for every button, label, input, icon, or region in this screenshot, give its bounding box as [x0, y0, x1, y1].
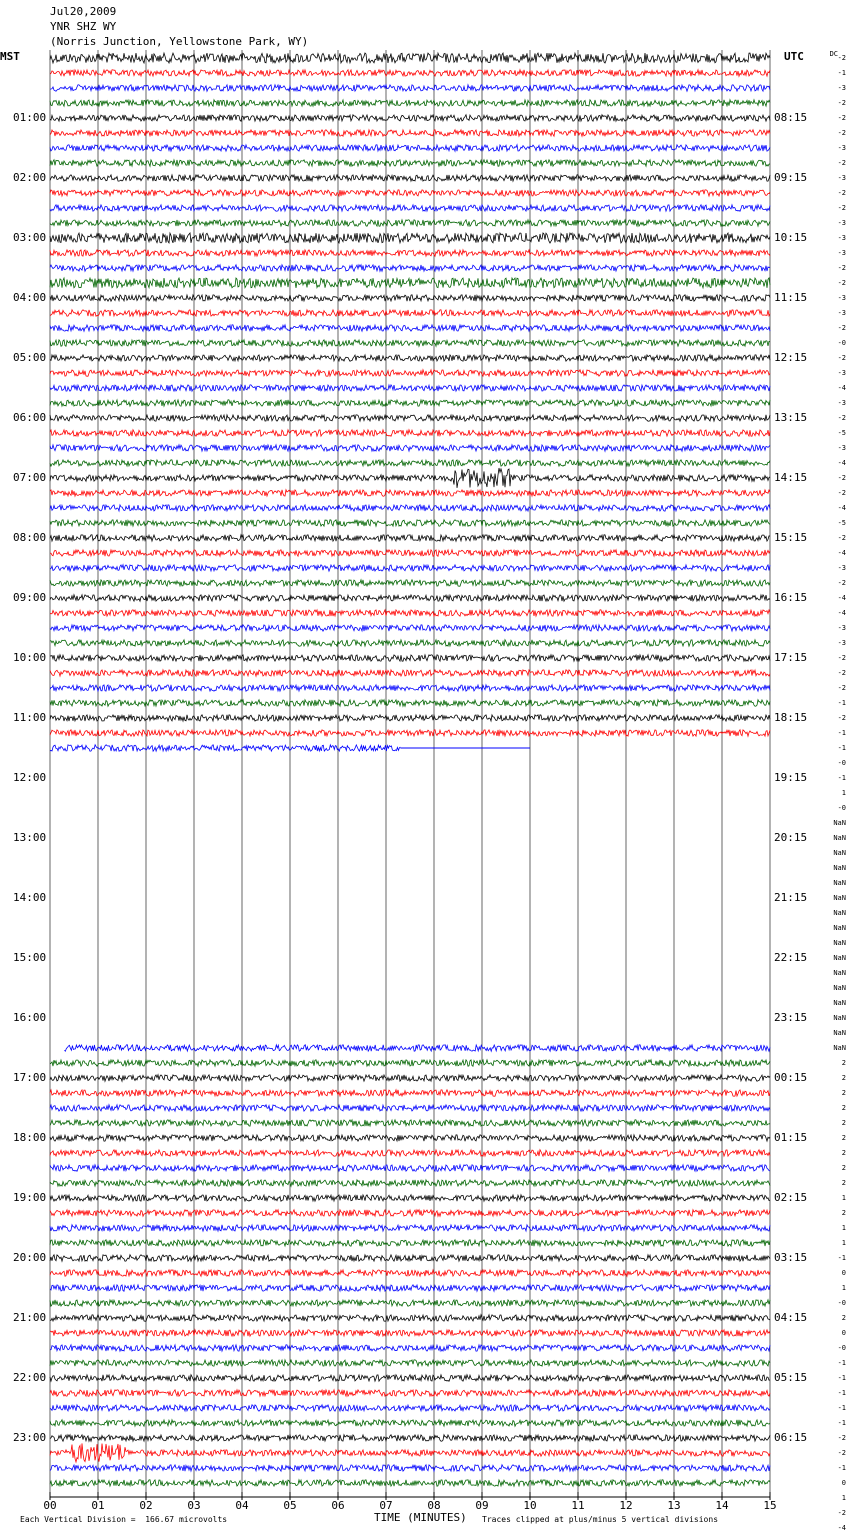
dc-offset-value: -2	[837, 129, 846, 137]
dc-offset-value: -3	[837, 144, 846, 152]
dc-offset-value: 2	[841, 1119, 846, 1127]
utc-hour-label: 12:15	[774, 351, 808, 364]
dc-offset-value: -0	[837, 1299, 846, 1307]
dc-offset-value: -2	[837, 1449, 846, 1457]
dc-column-label: DC	[829, 50, 838, 58]
x-axis-label: TIME (MINUTES)	[374, 1511, 467, 1524]
dc-offset-value: -3	[837, 624, 846, 632]
seismic-trace	[50, 1285, 770, 1291]
x-tick-label: 02	[139, 1499, 153, 1512]
x-tick-label: 12	[619, 1499, 633, 1512]
left-timezone-label: MST	[0, 50, 20, 63]
dc-offset-value: -1	[837, 1254, 846, 1262]
dc-offset-value: -5	[837, 429, 846, 437]
dc-offset-value: -1	[837, 1374, 846, 1382]
seismic-trace	[50, 1225, 770, 1231]
mst-hour-label: 05:00	[13, 351, 47, 364]
mst-hour-label: 15:00	[13, 951, 47, 964]
dc-offset-value: -2	[837, 189, 846, 197]
dc-offset-value: -4	[837, 504, 846, 512]
dc-offset-value: -0	[837, 339, 846, 347]
mst-hour-label: 02:00	[13, 171, 47, 184]
mst-hour-label: 13:00	[13, 831, 47, 844]
dc-offset-value: NaN	[833, 939, 846, 947]
dc-offset-value: -2	[837, 414, 846, 422]
seismic-trace	[50, 1255, 770, 1261]
seismic-trace	[50, 565, 770, 571]
seismic-trace	[50, 625, 770, 631]
seismic-trace	[50, 265, 770, 271]
dc-offset-value: 1	[841, 1194, 846, 1202]
scale-note: Each Vertical Division = 166.67 microvolts	[20, 1515, 228, 1524]
dc-offset-value: -2	[837, 204, 846, 212]
dc-offset-value: 2	[841, 1089, 846, 1097]
dc-offset-value: 2	[841, 1149, 846, 1157]
mst-hour-label: 10:00	[13, 651, 47, 664]
utc-hour-label: 15:15	[774, 531, 808, 544]
seismic-trace	[50, 70, 770, 76]
seismic-trace	[50, 130, 770, 136]
utc-hour-label: 13:15	[774, 411, 808, 424]
dc-offset-value: -5	[837, 519, 846, 527]
mst-hour-label: 04:00	[13, 291, 47, 304]
seismic-trace	[50, 340, 770, 346]
mst-hour-label: 22:00	[13, 1371, 47, 1384]
x-tick-label: 06	[331, 1499, 345, 1512]
seismic-trace	[50, 1150, 770, 1156]
dc-offset-value: 0	[841, 1479, 846, 1487]
utc-hour-label: 16:15	[774, 591, 808, 604]
mst-hour-label: 06:00	[13, 411, 47, 424]
seismic-trace	[50, 670, 770, 676]
dc-offset-value: 0	[841, 1329, 846, 1337]
mst-hour-label: 17:00	[13, 1071, 47, 1084]
dc-offset-value: -1	[837, 774, 846, 782]
seismic-trace	[50, 445, 770, 451]
dc-offset-value: -2	[837, 264, 846, 272]
seismic-trace	[50, 640, 770, 646]
dc-offset-value: -2	[837, 279, 846, 287]
x-tick-label: 04	[235, 1499, 249, 1512]
dc-offset-value: -3	[837, 234, 846, 242]
dc-offset-value: 1	[841, 1239, 846, 1247]
seismic-trace	[50, 1090, 770, 1096]
mst-hour-label: 11:00	[13, 711, 47, 724]
seismic-trace	[50, 730, 770, 736]
seismic-trace	[50, 490, 770, 496]
mst-hour-label: 21:00	[13, 1311, 47, 1324]
dc-offset-value: -2	[837, 324, 846, 332]
seismic-trace	[50, 1165, 770, 1171]
x-tick-label: 11	[571, 1499, 585, 1512]
mst-hour-label: 19:00	[13, 1191, 47, 1204]
dc-offset-value: -2	[837, 534, 846, 542]
utc-hour-label: 04:15	[774, 1311, 808, 1324]
seismic-trace	[50, 745, 400, 751]
seismic-trace	[50, 595, 770, 601]
seismic-trace	[50, 100, 770, 106]
seismic-trace	[50, 1270, 770, 1276]
seismic-trace	[50, 1420, 770, 1426]
utc-hour-label: 03:15	[774, 1251, 808, 1264]
dc-offset-value: -3	[837, 444, 846, 452]
mst-hour-label: 20:00	[13, 1251, 47, 1264]
dc-offset-value: NaN	[833, 954, 846, 962]
x-tick-label: 03	[187, 1499, 201, 1512]
seismic-trace	[50, 1300, 770, 1306]
utc-hour-label: 18:15	[774, 711, 808, 724]
mst-hour-label: 18:00	[13, 1131, 47, 1144]
dc-offset-value: 2	[841, 1074, 846, 1082]
dc-offset-value: -3	[837, 639, 846, 647]
dc-offset-value: -4	[837, 609, 846, 617]
utc-hour-label: 09:15	[774, 171, 808, 184]
mst-hour-label: 09:00	[13, 591, 47, 604]
utc-hour-label: 17:15	[774, 651, 808, 664]
seismic-trace	[50, 1405, 770, 1411]
dc-offset-value: -1	[837, 1404, 846, 1412]
seismic-trace	[50, 655, 770, 661]
dc-offset-value: -2	[837, 99, 846, 107]
clip-note: Traces clipped at plus/minus 5 vertical divisions	[482, 1515, 719, 1524]
x-tick-label: 10	[523, 1499, 537, 1512]
seismic-trace	[50, 160, 770, 166]
dc-offset-value: -1	[837, 1419, 846, 1427]
x-tick-label: 08	[427, 1499, 441, 1512]
dc-offset-value: -4	[837, 1524, 846, 1532]
seismic-trace	[50, 1210, 770, 1216]
dc-offset-value: -3	[837, 249, 846, 257]
seismic-trace	[50, 400, 770, 406]
seismic-trace	[50, 233, 770, 243]
seismic-trace	[50, 1465, 770, 1471]
utc-hour-label: 01:15	[774, 1131, 808, 1144]
dc-offset-value: -3	[837, 564, 846, 572]
utc-hour-label: 22:15	[774, 951, 808, 964]
dc-offset-value: -2	[837, 114, 846, 122]
seismic-trace	[50, 310, 770, 316]
seismic-trace	[50, 460, 770, 466]
dc-offset-value: -2	[837, 684, 846, 692]
mst-hour-label: 14:00	[13, 891, 47, 904]
dc-offset-value: -2	[837, 354, 846, 362]
mst-hour-label: 16:00	[13, 1011, 47, 1024]
seismic-trace	[50, 535, 770, 541]
dc-offset-value: -1	[837, 1389, 846, 1397]
utc-hour-label: 08:15	[774, 111, 808, 124]
dc-offset-value: NaN	[833, 999, 846, 1007]
dc-offset-value: 0	[841, 1269, 846, 1277]
seismic-trace	[50, 1480, 770, 1486]
seismic-trace	[50, 1120, 770, 1126]
dc-offset-value: -2	[837, 474, 846, 482]
seismic-trace	[50, 278, 770, 288]
dc-offset-value: NaN	[833, 819, 846, 827]
dc-offset-value: 2	[841, 1179, 846, 1187]
utc-hour-label: 10:15	[774, 231, 808, 244]
dc-offset-value: NaN	[833, 879, 846, 887]
dc-offset-value: 2	[841, 1164, 846, 1172]
dc-offset-value: -2	[837, 489, 846, 497]
seismic-trace	[50, 325, 770, 331]
utc-hour-label: 05:15	[774, 1371, 808, 1384]
mst-hour-label: 07:00	[13, 471, 47, 484]
seismic-trace	[50, 1195, 770, 1201]
seismic-trace	[50, 580, 770, 586]
utc-hour-label: 06:15	[774, 1431, 808, 1444]
dc-offset-value: -1	[837, 1359, 846, 1367]
x-tick-label: 00	[43, 1499, 57, 1512]
dc-offset-value: 2	[841, 1059, 846, 1067]
dc-offset-value: 1	[841, 1224, 846, 1232]
seismic-trace	[50, 1060, 770, 1066]
dc-offset-value: NaN	[833, 1014, 846, 1022]
x-tick-label: 14	[715, 1499, 729, 1512]
seismic-trace	[50, 1330, 770, 1336]
seismic-trace	[50, 190, 770, 196]
seismic-trace	[50, 505, 770, 511]
dc-offset-value: -4	[837, 384, 846, 392]
dc-offset-value: 1	[841, 789, 846, 797]
seismic-trace	[50, 1345, 770, 1351]
dc-offset-value: -0	[837, 1344, 846, 1352]
seismic-trace	[50, 115, 770, 121]
dc-offset-value: -2	[837, 654, 846, 662]
seismic-trace	[50, 295, 770, 301]
dc-offset-value: NaN	[833, 924, 846, 932]
mst-hour-label: 23:00	[13, 1431, 47, 1444]
mst-hour-label: 12:00	[13, 771, 47, 784]
dc-offset-value: -3	[837, 399, 846, 407]
utc-hour-label: 23:15	[774, 1011, 808, 1024]
dc-offset-value: -2	[837, 54, 846, 62]
dc-offset-value: 2	[841, 1209, 846, 1217]
seismic-trace	[50, 1075, 770, 1081]
seismic-trace	[50, 175, 770, 181]
dc-offset-value: NaN	[833, 984, 846, 992]
seismic-trace	[50, 1240, 770, 1246]
utc-hour-label: 00:15	[774, 1071, 808, 1084]
chart-date: Jul20,2009	[50, 5, 117, 18]
seismic-trace	[50, 430, 770, 436]
dc-offset-value: -4	[837, 594, 846, 602]
seismic-trace	[50, 468, 770, 488]
seismic-trace	[50, 1180, 770, 1186]
mst-hour-label: 08:00	[13, 531, 47, 544]
seismic-trace	[50, 53, 770, 63]
seismic-trace	[64, 1045, 770, 1051]
seismic-trace	[50, 370, 770, 376]
dc-offset-value: -2	[837, 159, 846, 167]
seismic-trace	[50, 610, 770, 616]
chart-location: (Norris Junction, Yellowstone Park, WY)	[50, 35, 309, 48]
dc-offset-value: 2	[841, 1104, 846, 1112]
seismic-trace	[50, 1443, 770, 1462]
seismic-trace	[50, 715, 770, 721]
seismic-trace	[50, 550, 770, 556]
dc-offset-value: -2	[837, 579, 846, 587]
utc-hour-label: 14:15	[774, 471, 808, 484]
mst-hour-label: 03:00	[13, 231, 47, 244]
x-tick-label: 05	[283, 1499, 297, 1512]
dc-offset-value: NaN	[833, 894, 846, 902]
dc-offset-value: -3	[837, 294, 846, 302]
utc-hour-label: 02:15	[774, 1191, 808, 1204]
mst-hour-label: 01:00	[13, 111, 47, 124]
dc-offset-value: NaN	[833, 969, 846, 977]
seismic-trace	[50, 685, 770, 691]
dc-offset-value: 2	[841, 1134, 846, 1142]
dc-offset-value: -3	[837, 174, 846, 182]
seismic-trace	[50, 1390, 770, 1396]
x-tick-label: 07	[379, 1499, 393, 1512]
x-tick-label: 13	[667, 1499, 681, 1512]
dc-offset-value: NaN	[833, 909, 846, 917]
utc-hour-label: 21:15	[774, 891, 808, 904]
seismic-trace	[50, 220, 770, 226]
right-timezone-label: UTC	[784, 50, 804, 63]
seismic-trace	[50, 1375, 770, 1381]
dc-offset-value: -2	[837, 669, 846, 677]
seismic-trace	[50, 205, 770, 211]
dc-offset-value: -3	[837, 369, 846, 377]
dc-offset-value: NaN	[833, 1029, 846, 1037]
dc-offset-value: 1	[841, 1494, 846, 1502]
dc-offset-value: -3	[837, 309, 846, 317]
dc-offset-value: 2	[841, 1314, 846, 1322]
dc-offset-value: -4	[837, 549, 846, 557]
dc-offset-value: NaN	[833, 849, 846, 857]
dc-offset-value: -2	[837, 714, 846, 722]
seismic-trace	[50, 355, 770, 361]
x-tick-label: 09	[475, 1499, 489, 1512]
dc-offset-value: -1	[837, 744, 846, 752]
seismic-trace	[50, 415, 770, 421]
seismic-trace	[50, 520, 770, 526]
dc-offset-value: -1	[837, 699, 846, 707]
chart-station: YNR SHZ WY	[50, 20, 117, 33]
seismic-trace	[50, 1105, 770, 1111]
seismic-trace	[50, 250, 770, 256]
dc-offset-value: -1	[837, 1464, 846, 1472]
dc-offset-value: -1	[837, 729, 846, 737]
dc-offset-value: NaN	[833, 1044, 846, 1052]
seismic-trace	[50, 85, 770, 91]
utc-hour-label: 11:15	[774, 291, 808, 304]
dc-offset-value: -3	[837, 84, 846, 92]
seismic-trace	[50, 1315, 770, 1321]
seismic-trace	[50, 385, 770, 391]
x-tick-label: 15	[763, 1499, 777, 1512]
dc-offset-value: NaN	[833, 864, 846, 872]
dc-offset-value: -3	[837, 219, 846, 227]
dc-offset-value: -2	[837, 1434, 846, 1442]
seismic-trace	[50, 1135, 770, 1141]
dc-offset-value: NaN	[833, 834, 846, 842]
dc-offset-value: -2	[837, 1509, 846, 1517]
x-tick-label: 01	[91, 1499, 105, 1512]
seismic-trace	[50, 1360, 770, 1366]
dc-offset-value: -1	[837, 69, 846, 77]
dc-offset-value: -4	[837, 459, 846, 467]
utc-hour-label: 19:15	[774, 771, 808, 784]
dc-offset-value: 1	[841, 1284, 846, 1292]
seismic-trace	[50, 145, 770, 151]
seismic-trace	[50, 1435, 770, 1441]
seismic-trace	[50, 700, 770, 706]
dc-offset-value: -0	[837, 759, 846, 767]
utc-hour-label: 20:15	[774, 831, 808, 844]
dc-offset-value: -0	[837, 804, 846, 812]
